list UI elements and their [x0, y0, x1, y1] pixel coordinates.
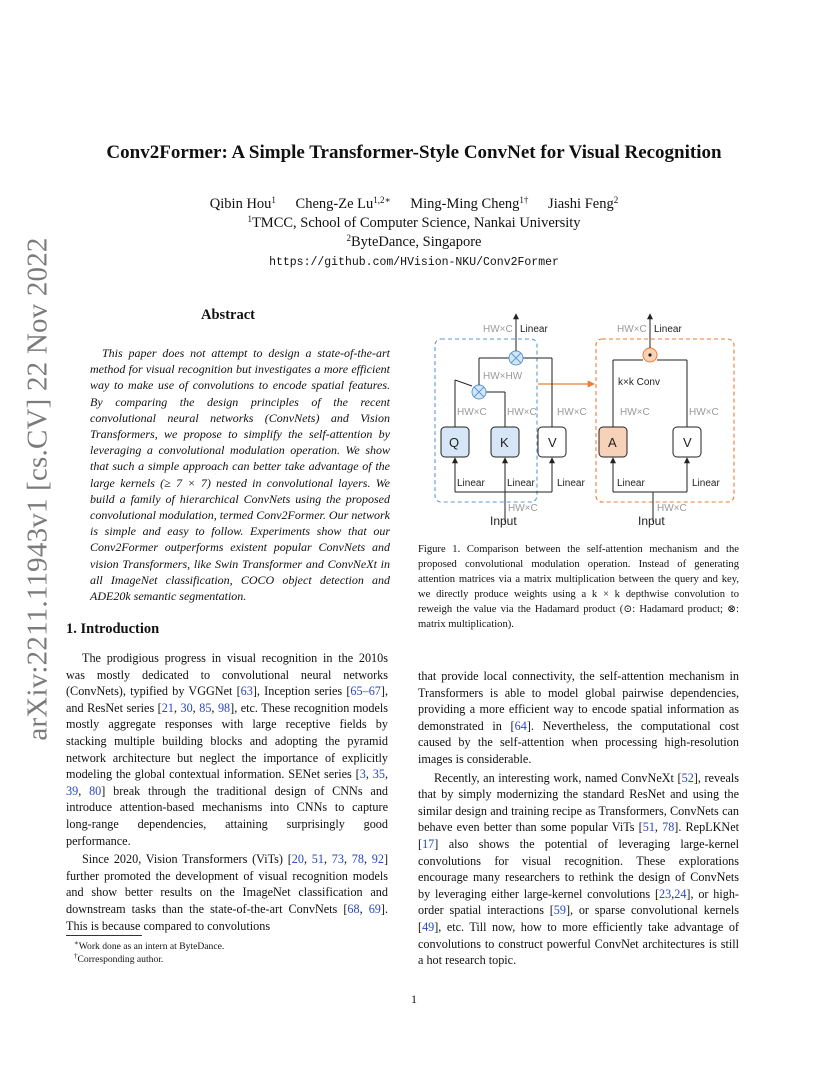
citation-link[interactable]: 59	[553, 903, 566, 918]
footnote	[74, 940, 224, 953]
author-name: Cheng-Ze Lu	[295, 196, 374, 212]
text-run: ], or high-order spatial interactions [	[418, 886, 739, 918]
footnote-text: Work done as an intern at ByteDance.	[78, 941, 225, 952]
text-run: ], or sparse convolutional kernels [	[418, 903, 739, 934]
author-name: Qibin Hou	[209, 196, 272, 212]
citation-link[interactable]: 20	[291, 852, 304, 867]
footnotes	[74, 940, 224, 966]
text-run: ]. This is because compared to convolutions	[66, 901, 388, 933]
text-run: Since 2020, Vision Transformers (ViTs) [	[82, 852, 292, 867]
citation-link[interactable]: 24	[674, 886, 687, 901]
citation-link[interactable]: 64	[514, 718, 527, 733]
affiliation-mark: 1	[247, 214, 252, 224]
text-run: ], etc. These recognition models mostly aggregate responses with large receptive fields by stacking multiple building blocks and adopting the pyramid network architecture but neglect the importance of explicitly modeling the global contextual information. SENet series [	[66, 700, 389, 782]
citation-link[interactable]: 52	[681, 770, 694, 785]
label-hwc-input-right: HW×C	[657, 503, 687, 514]
author-affiliation-mark: 1,2∗	[373, 195, 391, 205]
citation-link[interactable]: 98	[217, 700, 231, 715]
text-run: ,	[303, 852, 312, 867]
text-run: ], etc. Till now, how to more efficiently take advantage of convolutions to construct powerful ConvNet architectures is still a hot research topic.	[418, 919, 739, 968]
author-affiliation-mark: 2	[613, 195, 619, 205]
citation-link[interactable]: 3	[359, 767, 366, 782]
label-linear-a: Linear	[617, 478, 645, 489]
citation-link[interactable]: 69	[368, 901, 381, 916]
label-hwhw: HW×HW	[483, 371, 523, 382]
abstract-text: This paper does not attempt to design a state-of-the-art method for visual recognition but investigates a more efficient way to make use of convolutions to encode spatial features. By comparing the design principles of the recent convolutional neural networks (ConvNets) and Vision Transformers, we propose to simplify the self-attention by leveraging a convolutional modulation operation. We show that such a simple approach can better take advantage of the large kernels (≥ 7 × 7) nested in convolutional layers. We build a family of hierarchical ConvNets using the proposed convolutional modulation, termed Conv2Former. Our network is simple and easy to follow. Experiments show that our Conv2Former outperforms existent popular ConvNets and vision Transformers, like Swin Transformer and ConvNeXt in all ImageNet classification, COCO object detection and ADE20k semantic segmentation.	[90, 346, 390, 604]
text-run: ,	[173, 700, 181, 715]
author-name: Jiashi Feng	[548, 196, 614, 212]
text-run: ] break through the traditional design of CNNs and introduce attention-based mechanisms into CNNs to capture long-range dependencies, attaining surprisingly good performance.	[66, 783, 389, 848]
footnote-mark: †	[74, 951, 78, 960]
citation-link[interactable]: 78	[662, 820, 675, 835]
citation-link[interactable]: 17	[422, 836, 435, 851]
figure-1-diagram	[417, 312, 741, 532]
label-hwc-q: HW×C	[457, 407, 487, 418]
label-linear-top-left: Linear	[520, 324, 548, 335]
label-kconv: k×k Conv	[618, 377, 660, 388]
label-linear-v: Linear	[557, 478, 585, 489]
label-hwc-top-right: HW×C	[617, 324, 647, 335]
citation-link[interactable]: 68	[347, 901, 360, 916]
page-number: 1	[411, 992, 417, 1006]
text-run: ,	[365, 767, 373, 782]
text-run: ,	[384, 767, 388, 782]
text-run: ], and ResNet series [	[66, 684, 388, 715]
text-run: ], reveals that by simply modernizing the standard ResNet and using the similar design and training recipe as Transformers, ConvNets can behave even better than some popular ViTs [	[418, 770, 739, 835]
paragraph	[66, 650, 388, 849]
text-run: ] also shows the potential of leveraging large-kernel convolutions for visual recognition. These explorations encourage many researchers to rethink the design of ConvNets by leveraging either large-kernel convolutions [	[418, 836, 739, 901]
affiliation-text: TMCC, School of Computer Science, Nankai University	[251, 215, 581, 231]
figure-caption: Figure 1. Comparison between the self-attention mechanism and the proposed convolutional modulation operation. Instead of generating attention matrices via a matrix multiplication between the query and key, we directly produce weights using a k × k depthwise convolution to reweigh the value via the Hadamard product (⊙: Hadamard product; ⊗: matrix multiplication).	[418, 544, 739, 631]
text-run: ,	[343, 852, 352, 867]
affiliation-text: ByteDance, Singapore	[351, 234, 482, 250]
author-affiliation-mark: 1†	[519, 195, 529, 205]
citation-link[interactable]: 21	[161, 700, 174, 715]
label-linear-k: Linear	[507, 478, 535, 489]
label-k: K	[500, 435, 509, 450]
citation-link[interactable]: 65–67	[350, 684, 381, 699]
text-run: ,	[363, 852, 372, 867]
text-run: ,	[654, 820, 663, 835]
label-hwc-v: HW×C	[557, 407, 587, 418]
affiliation-line	[0, 233, 828, 252]
citation-link[interactable]: 85	[199, 700, 212, 715]
text-run: ,	[192, 700, 200, 715]
paragraph	[418, 668, 739, 768]
paper-title: Conv2Former: A Simple Transformer-Style ConvNet for Visual Recognition	[106, 142, 722, 163]
label-linear-v2: Linear	[692, 478, 720, 489]
github-link[interactable]: https://github.com/HVision-NKU/Conv2Former	[269, 256, 559, 269]
section-heading-introduction: 1. Introduction	[66, 621, 160, 637]
citation-link[interactable]: 35	[372, 767, 385, 782]
citation-link[interactable]: 51	[311, 852, 324, 867]
affiliation-line	[0, 214, 828, 233]
citation-link[interactable]: 80	[89, 783, 102, 798]
footnote-rule	[66, 935, 142, 936]
citation-link[interactable]: 49	[422, 919, 435, 934]
text-run: Recently, an interesting work, named ConvNeXt [	[434, 770, 682, 785]
label-a: A	[608, 435, 617, 450]
paragraph	[418, 770, 739, 969]
citation-link[interactable]: 39	[66, 783, 79, 798]
text-run: ]. Nevertheless, the computational cost caused by the self-attention when processing high-resolution images is considerable.	[418, 718, 739, 766]
label-v2: V	[683, 435, 692, 450]
label-hwc-input-left: HW×C	[508, 503, 538, 514]
label-input-left: Input	[490, 514, 517, 528]
text-run: ]. RepLKNet [	[418, 820, 740, 851]
citation-link[interactable]: 73	[331, 852, 344, 867]
right-column-text	[418, 668, 739, 969]
citation-link[interactable]: 23	[659, 886, 672, 901]
citation-link[interactable]: 92	[371, 852, 384, 867]
paragraph	[66, 851, 388, 934]
citation-link[interactable]: 63	[240, 684, 253, 699]
label-v: V	[548, 435, 557, 450]
citation-link[interactable]: 30	[180, 700, 193, 715]
author-name: Ming-Ming Cheng	[410, 196, 520, 212]
citation-link[interactable]: 51	[642, 820, 655, 835]
text-run: The prodigious progress in visual recognition in the 2010s was mostly dedicated to convolutional neural networks (ConvNets), typified by VGGNet [	[66, 651, 388, 699]
text-run: ,	[78, 783, 90, 798]
author-names	[0, 195, 828, 214]
text-run: ,	[671, 886, 675, 901]
footnote	[74, 953, 224, 966]
author-block	[0, 195, 828, 252]
arxiv-stamp	[20, 237, 56, 741]
abstract-heading: Abstract	[201, 307, 255, 323]
footnote-text: Corresponding author.	[77, 954, 164, 965]
text-run: ,	[211, 700, 218, 715]
text-run: ] further promoted the development of visual recognition models and show better results on the ImageNet classification and downstream tasks than the state-of-the-art ConvNets [	[66, 852, 389, 916]
label-hwc-k: HW×C	[507, 407, 537, 418]
label-hwc-v2: HW×C	[689, 407, 719, 418]
text-run: ,	[323, 852, 332, 867]
arxiv-stamp-text: arXiv:2211.11943v1 [cs.CV] 22 Nov 2022	[21, 237, 54, 741]
label-linear-top-right: Linear	[654, 324, 682, 335]
author-affiliation-mark: 1	[271, 195, 276, 205]
text-run: ], Inception series [	[252, 684, 351, 699]
label-linear-q: Linear	[457, 478, 485, 489]
left-column-text	[66, 650, 388, 934]
label-hwc-a: HW×C	[620, 407, 650, 418]
affiliation-mark: 2	[346, 233, 352, 243]
text-run: that provide local connectivity, the self-attention mechanism in Transformers is able to model global pairwise dependencies, providing a more efficient way to encode spatial information as demonstrated in [	[418, 669, 739, 733]
footnote-mark: ∗	[74, 938, 79, 947]
label-q: Q	[449, 435, 460, 450]
label-hwc-top-left: HW×C	[483, 324, 513, 335]
text-run: ,	[359, 901, 369, 916]
citation-link[interactable]: 78	[351, 852, 364, 867]
label-input-right: Input	[638, 514, 665, 528]
